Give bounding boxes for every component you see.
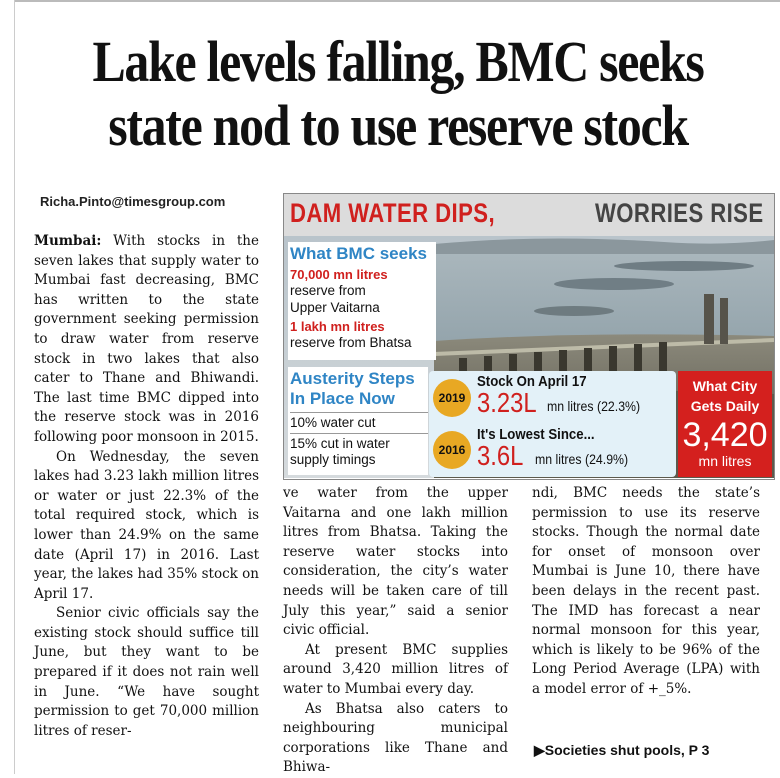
city-daily-box (678, 371, 772, 477)
austerity-steps-box (288, 367, 428, 475)
stock-panel (429, 371, 676, 477)
stock-unit-2019: mn litres (22.3%) (547, 398, 641, 414)
austerity-heading-2: In Place Now (290, 389, 395, 408)
stock-label-2016: It's Lowest Since... (477, 426, 595, 443)
article-paragraph: On Wednesday, the seven lakes had 3.23 lakh million litres or water or just 22.3% of the total required stock, which is lower than 24.9% on the same date (April 17) in 2016. Last year, the lakes had 35% stock on April 17. (34, 448, 259, 602)
infographic-title (284, 194, 774, 236)
seeks-text-2: reserve from Bhatsa (290, 335, 412, 350)
austerity-item-1: 10% water cut (290, 412, 428, 433)
austerity-heading-1: Austerity Steps (290, 369, 415, 388)
article-column-2 (283, 484, 508, 778)
headline-line-2: state nod to use reserve stock (108, 93, 688, 158)
seeks-text-1a: reserve from (290, 283, 366, 298)
year-badge-2016: 2016 (433, 431, 471, 469)
headline (75, 30, 722, 158)
seeks-text-1b: Upper Vaitarna (290, 300, 380, 315)
city-label (678, 376, 772, 416)
infographic (283, 193, 775, 480)
city-label-1: What City (692, 378, 758, 394)
austerity-item-2 (290, 433, 428, 470)
city-label-2: Gets Daily (690, 398, 760, 414)
stock-unit-2016: mn litres (24.9%) (535, 451, 629, 467)
paragraph-text: With stocks in the seven lakes that supply water to Mumbai fast decreasing, BMC has written to the state government seeking permission to draw water from reserve stock in two lakes that also cater to Thane and Bhiwandi. The last time BMC dipped into the reserve stock was in 2016 following poor monsoon in 2015. (34, 233, 259, 445)
austerity-item-2a: 15% cut in water (290, 436, 390, 451)
austerity-item-2b: supply timings (290, 452, 376, 467)
left-rule (14, 0, 15, 774)
article-column-1 (34, 232, 259, 741)
seeks-amount-1: 70,000 mn litres (290, 267, 388, 282)
article-paragraph: ve water from the upper Vaitarna and one lakh million litres from Bhatsa. Taking the reserve water stocks into consideration, the city’s water needs will be taken care of till July this year,” said a senior civic official. (283, 485, 508, 639)
article-paragraph: At present BMC supplies around 3,420 million litres of water to Mumbai every day. (283, 641, 508, 697)
infographic-title-red: DAM WATER DIPS, (290, 198, 495, 228)
seeks-heading: What BMC seeks (290, 244, 427, 263)
stock-value-2019: 3.23L (477, 387, 537, 418)
article-column-3 (532, 484, 760, 700)
infographic-title-dark: WORRIES RISE (595, 198, 764, 228)
article-paragraph: ndi, BMC needs the state’s permission to use its reserve stocks. Though the normal date for onset of monsoon over Mumbai is June 10, there have been delays in the recent past. The IMD has forecast a near normal monsoon for this year, which is likely to be 96% of the Long Period Average (LPA) with a model error of +_5%. (532, 485, 760, 697)
year-badge-2019: 2019 (433, 379, 471, 417)
continuation-link[interactable]: ▶Societies shut pools, P 3 (534, 742, 710, 758)
what-bmc-seeks-box (288, 242, 436, 360)
seeks-amount-2: 1 lakh mn litres (290, 319, 385, 334)
article-paragraph: Senior civic officials say the existing stock should suffice till June, but they want to be prepared if it does not rain well in June. “We have sought permission to get 70,000 million litres of reser- (34, 605, 259, 739)
headline-line-1: Lake levels falling, BMC seeks (92, 29, 704, 94)
byline: Richa.Pinto@timesgroup.com (40, 194, 226, 209)
article-paragraph: As Bhatsa also caters to neighbouring municipal corporations like Thane and Bhiwa- (283, 700, 508, 776)
dateline: Mumbai: (34, 233, 102, 249)
city-daily-value: 3,420 (682, 416, 768, 454)
austerity-heading (290, 369, 428, 409)
stock-label-2019: Stock On April 17 (477, 373, 587, 390)
city-daily-unit: mn litres (698, 453, 752, 469)
top-rule (14, 0, 780, 2)
stock-value-2016: 3.6L (477, 440, 524, 471)
article-paragraph (34, 232, 259, 448)
